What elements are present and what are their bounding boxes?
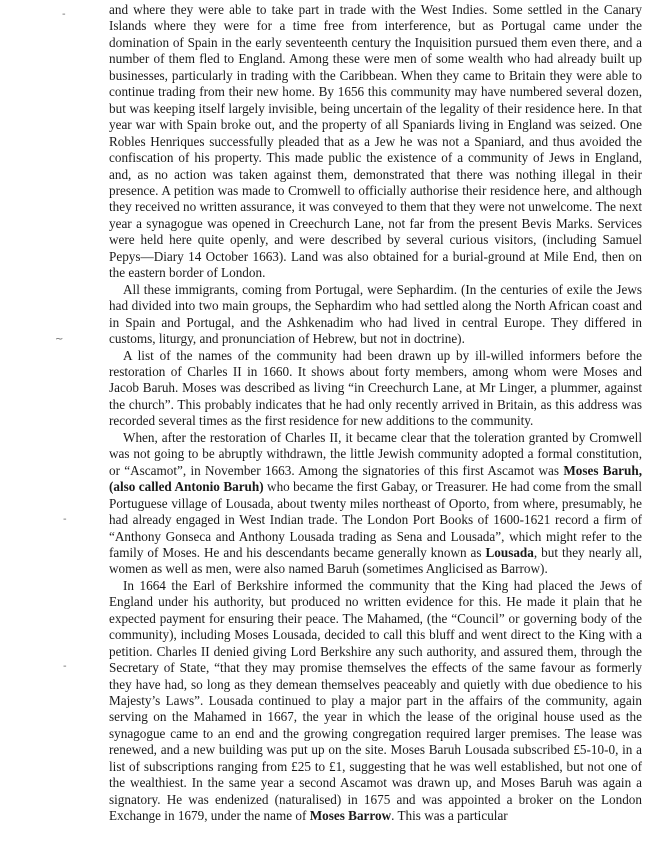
paragraph <box>109 2 642 282</box>
bold-text: Lousada <box>485 544 534 560</box>
paragraph <box>109 282 642 348</box>
text-segment: All these immigrants, coming from Portugal, were Sephardim. (In the centuries of exile the Jews had divided into two main groups, the Sephardim who had settled along the North African coast and in Spain and Portugal, and the Ashkenadim who had lived in central Europe. They differed in customs, liturgy, and pronunciation of Hebrew, but not in doctrine). <box>109 281 642 347</box>
text-segment: In 1664 the Earl of Berkshire informed the community that the King had placed the Jews of England under his authority, but produced no written evidence for this. He made it plain that he expected payment for ensuring their peace. The Mahamed, (the “Council” or governing body of the community), including Moses Lousada, decided to call this bluff and went direct to the King with a petition. Charles II denied giving Lord Berkshire any such authority, and assured them, through the Secretary of State, “that they may promise themselves the effects of the same favour as formerly they have had, so long as they demean themselves peaceably and quietly with due obedience to his Majesty’s Laws”. Lousada continued to play a major part in the affairs of the community, again serving on the Mahamed in 1667, the year in which the lease of the original house used as the synagogue came to an end and the growing congregation required larger premises. The lease was renewed, and a new building was put up on the site. Moses Baruh Lousada subscribed £5-10-0, in a list of subscriptions ranging from £25 to £1, suggesting that he was well established, but not one of the wealthiest. In the same year a second Ascamot was drawn up, and Moses Baruh was again a signatory. He was endenized (naturalised) in 1675 and was appointed a broker on the London Exchange in 1679, under the name of <box>109 577 642 824</box>
text-segment: When, after the restoration of Charles II, it became clear that the toleration granted by Cromwell was not going to be abruptly withdrawn, the little Jewish community adopted a formal constitution, or “Ascamot”, in November 1663. Among the signatories of this first Ascamot was <box>109 429 642 478</box>
margin-mark: - <box>63 661 67 672</box>
text-segment: , but they nearly all, women as well as men, were also named Baruh (sometimes Anglicised as Barrow). <box>109 544 643 577</box>
bold-text: Moses Baruh, (also called Antonio Baruh) <box>109 462 642 495</box>
margin-mark: - <box>62 9 66 20</box>
text-segment: who became the first Gabay, or Treasurer. He had come from the small Portuguese village of Lousada, about twenty miles northeast of Oporto, from where, presumably, he had already engaged in West Indian trade. The London Port Books of 1600-1621 record a firm of “Anthony Gonseca and Anthony Lousada trading as Sena and Lousada”, which might refer to the family of Moses. He and his descendants became generally known as <box>109 479 642 560</box>
text-segment: and where they were able to take part in trade with the West Indies. Some settled in the Canary Islands where they were for a time free from interference, but as Portugal came under the domination of Spain in the early seventeenth century the Inquisition pursued them even there, and a number of them fled to England. Among these were men of some wealth who had already built up businesses, particularly in trading with the Caribbean. When they came to Britain they were able to continue trading from their new home. By 1656 this community may have numbered several dozen, but was keeping itself largely invisible, being uncertain of the legality of their residence here. In that year war with Spain broke out, and the property of all Spaniards living in England was seized. One Robles Henriques successfully pleaded that as a Jew he was not a Spaniard, and thus avoided the confiscation of his property. This made public the existence of a community of Jews in England, and, as no action was taken against them, demonstrated that there was nothing illegal in their presence. A petition was made to Cromwell to officially authorise their residence here, and although they received no written assurance, it was conveyed to them that they were not unwelcome. The next year a synagogue was opened in Creechurch Lane, not far from the present Bevis Marks. Services were held here quite openly, and were described by several curious visitors, (including Samuel Pepys—Diary 14 October 1663). Land was also obtained for a burial-ground at Mile End, then on the eastern border of London. <box>109 2 642 281</box>
paragraph <box>109 578 642 825</box>
bold-text: Moses Barrow <box>309 808 392 824</box>
paragraph <box>109 348 642 430</box>
text-segment: . This was a particular <box>391 808 508 824</box>
margin-mark: - <box>63 514 67 525</box>
margin-mark: ~ <box>55 334 64 345</box>
document-body <box>109 2 642 825</box>
paragraph <box>109 430 642 578</box>
text-segment: A list of the names of the community had been drawn up by ill-willed informers before the restoration of Charles II in 1660. It shows about forty members, among whom were Moses and Jacob Baruh. Moses was described as living “in Creechurch Lane, at Mr Linger, a plummer, against the church”. This probably indicates that he had only recently arrived in Britain, as this address was recorded several times as the first residence for new additions to the community. <box>109 347 642 429</box>
